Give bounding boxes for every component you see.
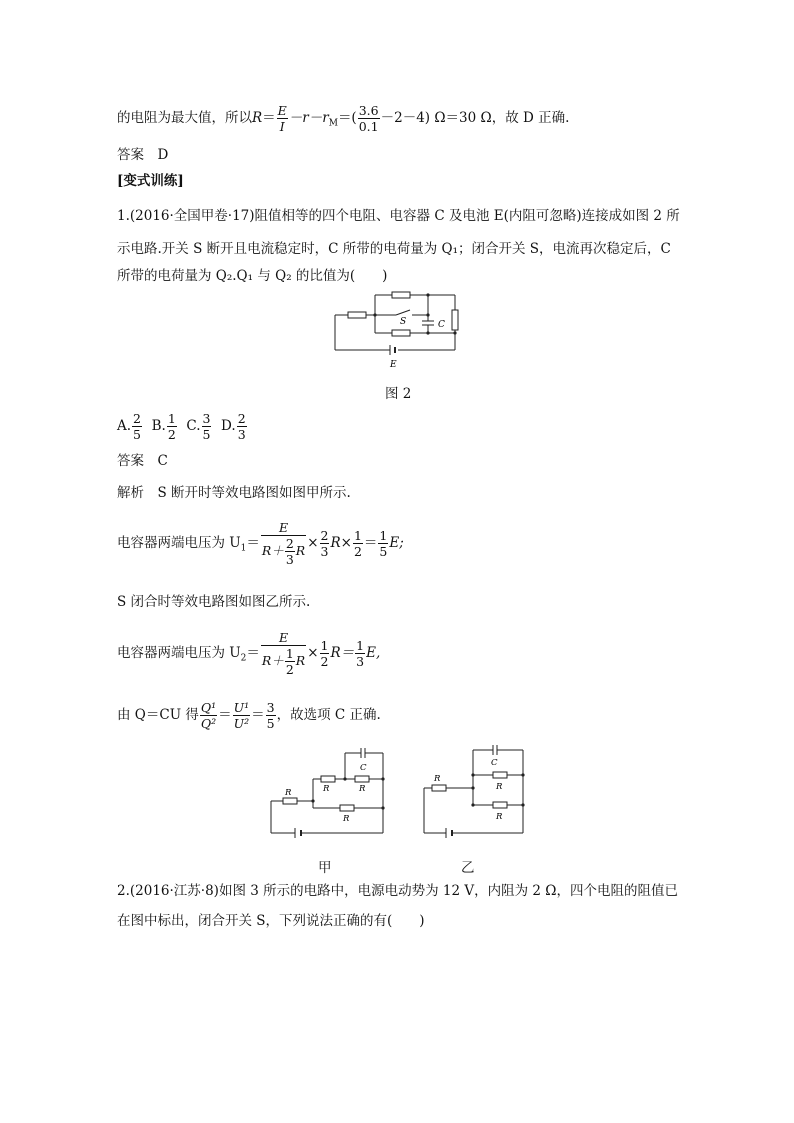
fraction-2 — [320, 528, 330, 559]
fraction-E-over-I — [277, 103, 288, 134]
text-prefix: 电容器两端电压为 U — [117, 535, 241, 551]
fraction-main — [261, 630, 306, 677]
frac-num: 1 — [379, 528, 388, 543]
label-R-1: R — [434, 774, 441, 784]
resistor-1 — [348, 312, 366, 318]
text-tail: －2－4) Ω＝30 Ω，故 D 正确. — [380, 110, 570, 126]
text-end: ，故选项 C 正确. — [276, 707, 381, 723]
option-d-label: D. — [221, 418, 236, 434]
label-R-1: R — [285, 788, 292, 798]
label-R-3: R — [496, 812, 503, 822]
resistor-upper — [493, 772, 507, 778]
answer-1: 答案 D — [117, 147, 169, 163]
fraction-3.6-over-0.1 — [358, 103, 380, 134]
frac-num: U¹ — [233, 700, 250, 715]
label-E: E — [390, 360, 397, 370]
frac-num: 3.6 — [358, 103, 379, 118]
label-C: C — [438, 320, 445, 330]
text-prefix: 电容器两端电压为 U — [117, 645, 241, 661]
q1-line-1: 1.(2016·全国甲卷·17)阻值相等的四个电阻、电容器 C 及电池 E(内阻可忽略)连接成如图 2 所 — [117, 208, 680, 224]
frac-num: E — [261, 520, 306, 536]
eq-sign: ＝ — [246, 535, 260, 551]
frac-den: 5 — [202, 427, 211, 442]
frac-den: 3 — [320, 544, 329, 559]
option-b-label: B. — [151, 418, 166, 434]
circuit-figure-jia — [265, 743, 390, 838]
frac-den: 2 — [353, 544, 362, 559]
fraction-u — [233, 700, 251, 731]
frac-den: 3 — [285, 552, 294, 567]
answer-2: 答案 C — [117, 453, 168, 469]
text-mid: R＝ — [330, 645, 355, 661]
fraction-3-5 — [266, 700, 276, 731]
fraction-3 — [355, 638, 365, 669]
var-R: R — [252, 110, 263, 126]
fraction-q — [200, 700, 217, 731]
text-prefix: 由 Q＝CU 得 — [117, 707, 199, 723]
option-a-frac — [132, 411, 142, 442]
frac-den: Q² — [200, 716, 217, 731]
frac-den: 5 — [379, 544, 388, 559]
frac-den: U² — [233, 716, 250, 731]
frac-num: 1 — [353, 528, 362, 543]
figure-caption-jia: 甲 — [318, 860, 332, 876]
frac-den: I — [279, 119, 285, 134]
frac-den: 5 — [266, 716, 275, 731]
analysis-line-1: 解析 S 断开时等效电路图如图甲所示. — [117, 485, 351, 501]
resistor-2 — [392, 292, 410, 298]
resistor-top-right — [355, 776, 369, 782]
label-S: S — [400, 317, 407, 327]
formula-u1 — [117, 520, 404, 567]
frac-den: 2 — [285, 662, 294, 677]
option-d-frac — [237, 411, 247, 442]
section-title: [变式训练] — [117, 173, 184, 189]
den-a: R＋ — [261, 543, 284, 558]
frac-den: 5 — [133, 427, 141, 442]
frac-num: 2 — [285, 536, 294, 551]
label-R-4: R — [343, 814, 350, 824]
figure-caption-yi: 乙 — [461, 860, 475, 876]
den-b: R — [295, 543, 306, 558]
frac-num: 1 — [320, 638, 329, 653]
sub-M: M — [328, 118, 338, 129]
resistor-left — [283, 798, 297, 804]
resistor-left — [432, 785, 446, 791]
fraction-4 — [378, 528, 388, 559]
text-end: E; — [389, 535, 404, 551]
frac-num: 2 — [133, 411, 141, 426]
circuit-figure-2 — [330, 290, 470, 372]
resistor-3 — [392, 330, 410, 336]
formula-q — [117, 700, 381, 731]
option-c-label: C. — [186, 418, 201, 434]
fraction-main — [261, 520, 306, 567]
frac-num: 2 — [320, 528, 329, 543]
times: × — [307, 645, 319, 661]
frac-num: 1 — [356, 638, 365, 653]
label-R-2: R — [496, 782, 503, 792]
sub-2: 2 — [240, 653, 247, 664]
frac-num: 1 — [285, 646, 294, 661]
fraction-2 — [320, 638, 330, 669]
q2-line-1: 2.(2016·江苏·8)如图 3 所示的电路中，电源电动势为 12 V，内阻为 2 Ω，四个电阻的阻值已 — [117, 883, 678, 899]
frac-num: 1 — [167, 411, 176, 426]
eq-sign: ＝ — [262, 110, 276, 126]
frac-den: 0.1 — [358, 119, 379, 134]
q2-line-2: 在图中标出，闭合开关 S，下列说法正确的有( ) — [117, 913, 425, 929]
den-b: R — [295, 653, 306, 668]
text-rest: －r－r — [288, 110, 329, 126]
q1-line-2: 示电路.开关 S 断开且电流稳定时，C 所带的电荷量为 Q₁；闭合开关 S，电流再次稳定后，C — [117, 241, 671, 257]
q1-line-3: 所带的电荷量为 Q₂.Q₁ 与 Q₂ 的比值为( ) — [117, 268, 388, 284]
option-b-frac — [167, 411, 177, 442]
circuit-figure-yi — [418, 743, 528, 838]
frac-num: E — [277, 103, 287, 118]
eq-sign: ＝ — [218, 707, 232, 723]
frac-num: 2 — [237, 411, 246, 426]
label-C: C — [491, 758, 498, 768]
resistor-lower — [493, 802, 507, 808]
frac-num: 3 — [202, 411, 211, 426]
frac-num: E — [261, 630, 306, 646]
analysis-line-3: S 闭合时等效电路图如图乙所示. — [117, 594, 311, 610]
eq-sign-2: ＝ — [251, 707, 265, 723]
times: × — [307, 535, 319, 551]
resistor-middle — [340, 805, 354, 811]
text-mid: R× — [330, 535, 352, 551]
den-frac — [285, 646, 295, 677]
label-C: C — [360, 763, 367, 773]
formula-line-1 — [117, 103, 569, 134]
eq-sign-2: ＝( — [337, 110, 357, 126]
figure-caption-2: 图 2 — [385, 386, 412, 402]
den-a: R＋ — [261, 653, 284, 668]
text-prefix: 的电阻为最大值，所以 — [117, 110, 252, 126]
frac-den: 3 — [237, 427, 246, 442]
frac-num: Q¹ — [200, 700, 217, 715]
frac-den — [261, 536, 306, 567]
eq-sign: ＝ — [246, 645, 260, 661]
frac-den: 2 — [167, 427, 176, 442]
frac-den: 2 — [320, 654, 329, 669]
option-c-frac — [202, 411, 212, 442]
sub-1: 1 — [240, 543, 247, 554]
formula-u2 — [117, 630, 380, 677]
resistor-4 — [452, 310, 458, 330]
option-a-label: A. — [117, 418, 132, 434]
label-R-3: R — [359, 784, 366, 794]
resistor-top-left — [321, 776, 335, 782]
frac-num: 3 — [266, 700, 275, 715]
eq-sign-2: ＝ — [363, 535, 378, 551]
den-frac — [285, 536, 295, 567]
fraction-3 — [353, 528, 363, 559]
options-line — [117, 411, 248, 442]
label-R-2: R — [323, 784, 330, 794]
text-end: E, — [366, 645, 381, 661]
frac-den: 3 — [356, 654, 365, 669]
frac-den — [261, 646, 306, 677]
